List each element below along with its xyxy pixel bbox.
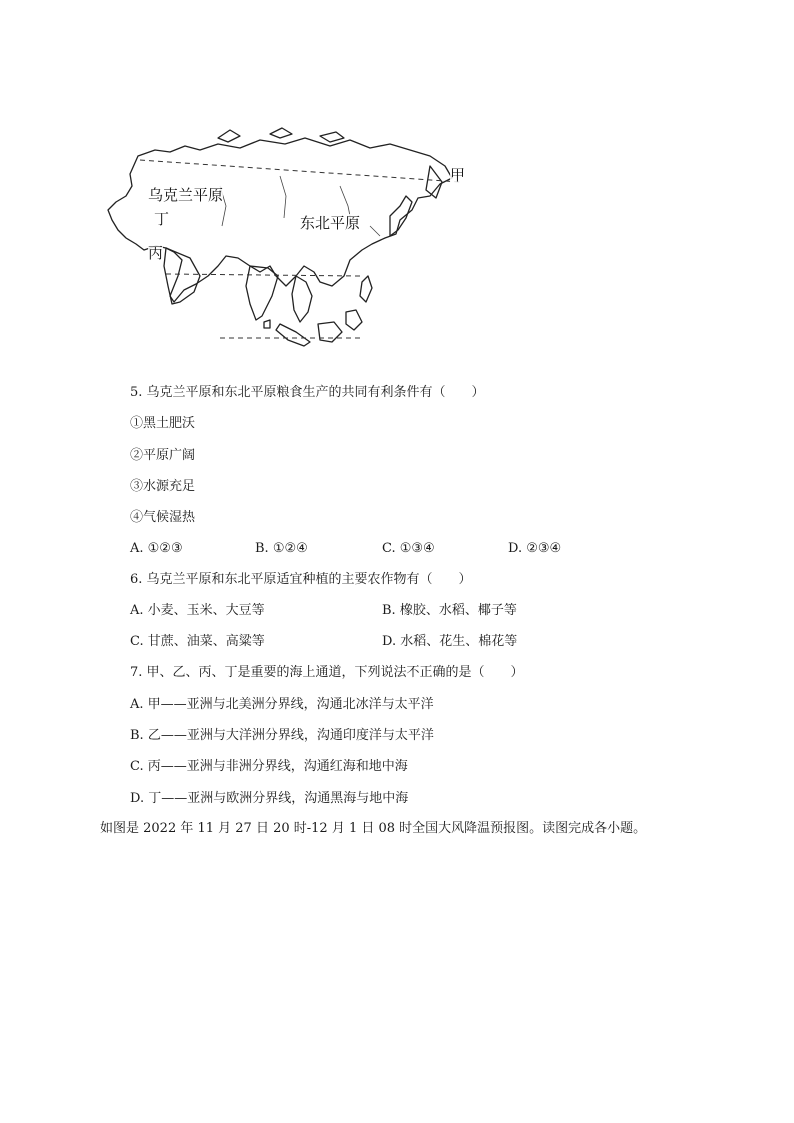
- question-5-option-a[interactable]: A. ①②③: [130, 541, 183, 556]
- label-jia: 甲: [450, 166, 466, 184]
- question-5-option-c[interactable]: C. ①③④: [382, 541, 435, 556]
- question-7-option-b[interactable]: B. 乙——亚洲与大洋洲分界线，沟通印度洋与太平洋: [130, 728, 434, 743]
- label-ukraine-plain: 乌克兰平原: [148, 186, 224, 204]
- label-northeast-plain: 东北平原: [300, 214, 361, 232]
- next-section-intro: 如图是 2022 年 11 月 27 日 20 时-12 月 1 日 08 时全国大风降温预报图。读图完成各小题。: [100, 821, 647, 836]
- question-7-option-c[interactable]: C. 丙——亚洲与非洲分界线，沟通红海和地中海: [130, 759, 408, 774]
- question-5-item-1: ①黑土肥沃: [130, 416, 196, 431]
- question-5-item-4: ④气候湿热: [130, 510, 196, 525]
- asia-map-drawing: [100, 126, 480, 352]
- question-7-option-a[interactable]: A. 甲——亚洲与北美洲分界线，沟通北冰洋与太平洋: [130, 697, 434, 712]
- question-6-option-a[interactable]: A. 小麦、玉米、大豆等: [130, 603, 265, 618]
- question-6-option-b[interactable]: B. 橡胶、水稻、椰子等: [382, 603, 517, 618]
- question-5-item-3: ③水源充足: [130, 479, 196, 494]
- question-5-option-d[interactable]: D. ②③④: [508, 541, 562, 556]
- label-ding: 丁: [154, 210, 170, 228]
- asia-map: [100, 126, 480, 352]
- question-5-item-2: ②平原广阔: [130, 448, 196, 463]
- question-5-stem: 5. 乌克兰平原和东北平原粮食生产的共同有利条件有（ ）: [130, 385, 485, 400]
- question-5-option-b[interactable]: B. ①②④: [255, 541, 308, 556]
- question-7-option-d[interactable]: D. 丁——亚洲与欧洲分界线，沟通黑海与地中海: [130, 791, 409, 806]
- label-bing: 丙: [148, 244, 164, 262]
- question-6-option-d[interactable]: D. 水稻、花生、棉花等: [382, 634, 518, 649]
- question-7-stem: 7. 甲、乙、丙、丁是重要的海上通道，下列说法不正确的是（ ）: [130, 665, 524, 680]
- question-6-stem: 6. 乌克兰平原和东北平原适宜种植的主要农作物有（ ）: [130, 572, 472, 587]
- question-6-option-c[interactable]: C. 甘蔗、油菜、高粱等: [130, 634, 265, 649]
